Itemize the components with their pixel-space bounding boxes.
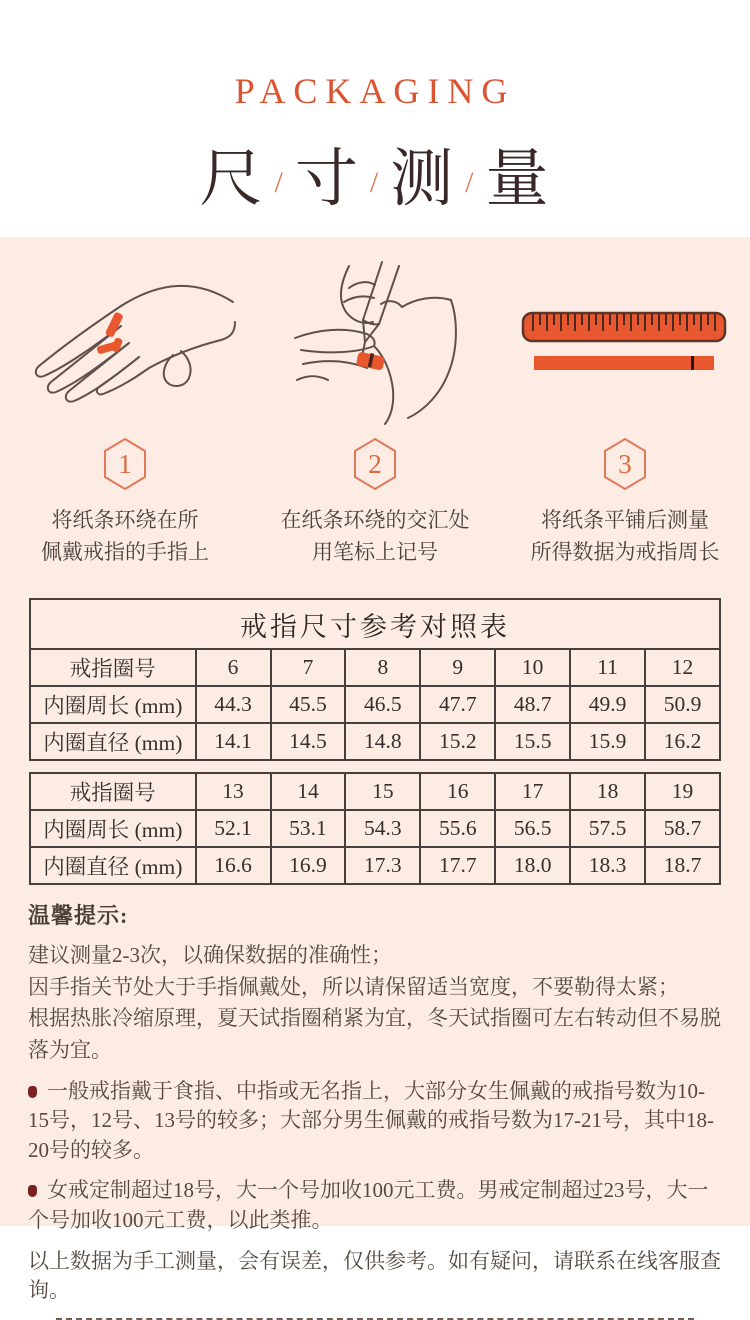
- tips-line: 因手指关节处大于手指佩戴处，所以请保留适当宽度，不要勒得太紧；: [28, 974, 679, 999]
- title-char: 测: [390, 144, 456, 214]
- size-table-block-1: [29, 598, 721, 761]
- step-number-badge: [353, 437, 397, 491]
- table-row-size: [30, 773, 720, 810]
- size-reference-tables: [29, 598, 721, 885]
- table-title: 戒指尺寸参考对照表: [30, 599, 720, 649]
- bullet-text: 女戒定制超过18号，大一个号加收100元工费。男戒定制超过23号，大一个号加收100元工费，以此类推。: [28, 1178, 709, 1232]
- caption-line: 用笔标上记号: [312, 539, 438, 564]
- title-char: 寸: [294, 144, 360, 214]
- diameter-cell: 17.3: [345, 847, 420, 884]
- diameter-cell: 14.1: [196, 723, 271, 760]
- tips-line: 建议测量2-3次，以确保数据的准确性；: [28, 943, 392, 967]
- size-cell: 19: [645, 773, 720, 810]
- diameter-cell: 16.6: [196, 847, 271, 884]
- step-number: 1: [118, 448, 132, 479]
- measure-steps: [0, 237, 750, 568]
- table-row-diameter: [30, 847, 720, 884]
- table-row-circumference: [30, 686, 720, 723]
- diameter-cell: 15.5: [495, 723, 570, 760]
- tips-heading: 温馨提示:: [28, 903, 129, 928]
- diameter-cell: 18.7: [645, 847, 720, 884]
- caption-line: 将纸条平铺后测量: [541, 508, 709, 532]
- circumference-cell: 45.5: [271, 686, 346, 723]
- bullet-paragraph: [28, 1077, 722, 1165]
- marking-with-pen-illustration: [250, 253, 500, 435]
- step-caption: [531, 505, 720, 568]
- slash-separator: /: [369, 166, 381, 199]
- ruler-measure-illustration: [500, 253, 750, 435]
- caption-line: 将纸条环绕在所: [51, 508, 199, 532]
- title-char: 尺: [199, 144, 265, 214]
- row-label: 内圈直径 (mm): [30, 847, 196, 884]
- circumference-cell: 53.1: [271, 810, 346, 847]
- hand-pen-icon: [287, 258, 463, 430]
- content-section: [0, 237, 750, 1303]
- step-2: [250, 253, 500, 568]
- table-row-diameter: [30, 723, 720, 760]
- bullet-icon: [28, 1185, 37, 1197]
- diameter-cell: 18.3: [570, 847, 645, 884]
- size-cell: 6: [196, 649, 271, 686]
- circumference-cell: 47.7: [420, 686, 495, 723]
- bullet-text: 一般戒指戴于食指、中指或无名指上，大部分女生佩戴的戒指号数为10-15号，12号、13号的较多；大部分男生佩戴的戒指号数为17-21号，其中18-20号的较多。: [28, 1079, 714, 1162]
- diameter-cell: 15.2: [420, 723, 495, 760]
- caption-line: 所得数据为戒指周长: [530, 539, 720, 564]
- bullet-paragraph: [28, 1176, 722, 1235]
- diameter-cell: 16.9: [271, 847, 346, 884]
- step-number-badge: [103, 437, 147, 491]
- circumference-cell: 44.3: [196, 686, 271, 723]
- slash-separator: /: [274, 166, 285, 199]
- diameter-cell: 15.9: [570, 723, 645, 760]
- size-cell: 7: [271, 649, 346, 686]
- circumference-cell: 48.7: [495, 686, 570, 723]
- page-title: [0, 128, 750, 219]
- diameter-cell: 18.0: [495, 847, 570, 884]
- step-1: [0, 253, 250, 568]
- row-label: 内圈周长 (mm): [30, 686, 196, 723]
- ruler-icon: [519, 308, 731, 380]
- caption-line: 佩戴戒指的手指上: [41, 539, 209, 564]
- size-cell: 14: [271, 773, 346, 810]
- row-label: 戒指圈号: [30, 649, 196, 686]
- table-title-row: [30, 599, 720, 649]
- circumference-cell: 52.1: [196, 810, 271, 847]
- size-cell: 8: [345, 649, 420, 686]
- row-label: 内圈周长 (mm): [30, 810, 196, 847]
- table-row-size: [30, 649, 720, 686]
- step-number: 3: [618, 448, 632, 479]
- circumference-cell: 55.6: [420, 810, 495, 847]
- diameter-cell: 16.2: [645, 723, 720, 760]
- size-cell: 16: [420, 773, 495, 810]
- circumference-cell: 46.5: [345, 686, 420, 723]
- tips-line: 根据热胀冷缩原理，夏天试指圈稍紧为宜，冬天试指圈可左右转动但不易脱落为宜。: [28, 1006, 721, 1062]
- diameter-cell: 14.5: [271, 723, 346, 760]
- table-row-circumference: [30, 810, 720, 847]
- size-cell: 15: [345, 773, 420, 810]
- step-3: [500, 253, 750, 568]
- circumference-cell: 54.3: [345, 810, 420, 847]
- step-number: 2: [368, 448, 382, 479]
- hand-strip-icon: [9, 258, 241, 430]
- size-cell: 12: [645, 649, 720, 686]
- slash-separator: /: [465, 166, 476, 199]
- size-table-block-2: [29, 772, 721, 885]
- size-cell: 13: [196, 773, 271, 810]
- footnote: 以上数据为手工测量，会有误差，仅供参考。如有疑问，请联系在线客服查询。: [28, 1248, 721, 1303]
- step-caption: [281, 505, 470, 568]
- diameter-cell: 14.8: [345, 723, 420, 760]
- circumference-cell: 49.9: [570, 686, 645, 723]
- header: [0, 0, 750, 237]
- caption-line: 在纸条环绕的交汇处: [280, 508, 470, 532]
- tips-section: [0, 885, 750, 1320]
- size-cell: 17: [495, 773, 570, 810]
- size-cell: 10: [495, 649, 570, 686]
- packaging-label: PACKAGING: [234, 71, 516, 111]
- circumference-cell: 58.7: [645, 810, 720, 847]
- hand-with-paper-strip-illustration: [0, 253, 250, 435]
- circumference-cell: 56.5: [495, 810, 570, 847]
- circumference-cell: 50.9: [645, 686, 720, 723]
- circumference-cell: 57.5: [570, 810, 645, 847]
- dotted-divider: [56, 1318, 694, 1320]
- row-label: 戒指圈号: [30, 773, 196, 810]
- bullet-icon: [28, 1086, 37, 1098]
- diameter-cell: 17.7: [420, 847, 495, 884]
- size-cell: 18: [570, 773, 645, 810]
- size-cell: 9: [420, 649, 495, 686]
- step-number-badge: [603, 437, 647, 491]
- table-gap: [29, 761, 721, 772]
- title-char: 量: [485, 144, 551, 214]
- row-label: 内圈直径 (mm): [30, 723, 196, 760]
- size-cell: 11: [570, 649, 645, 686]
- step-caption: [41, 505, 209, 568]
